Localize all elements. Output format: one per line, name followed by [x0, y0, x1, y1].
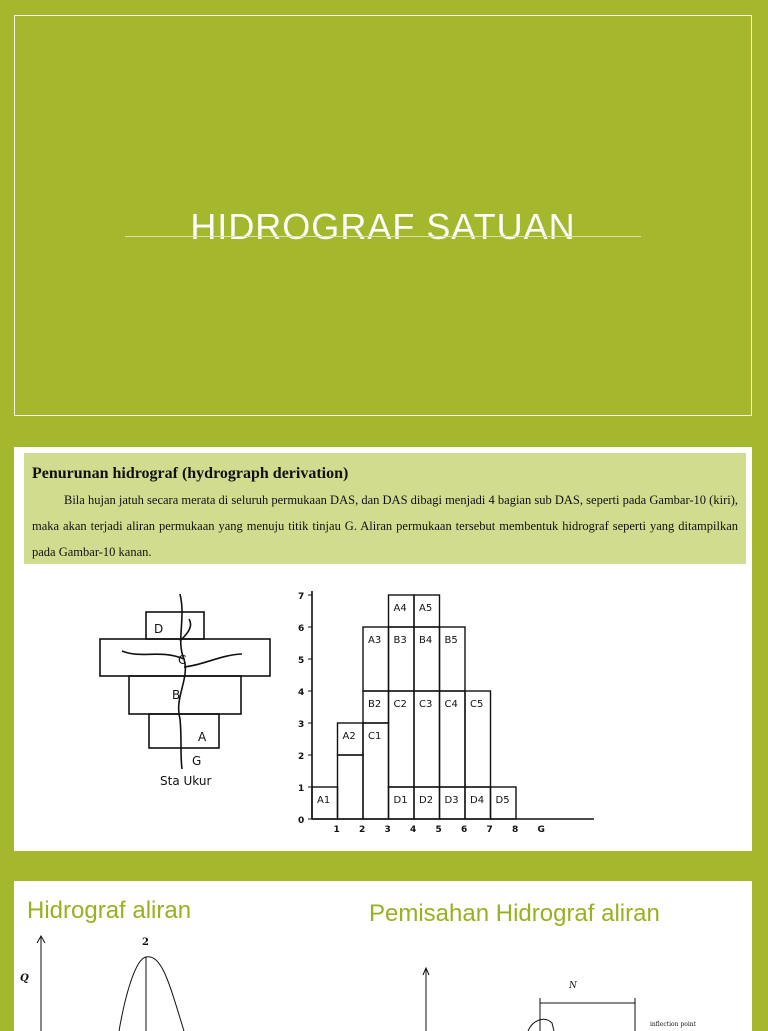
bar-segment-label: A3 [368, 635, 382, 646]
bar-segment-label: B4 [419, 635, 433, 646]
hydrograph-sketches [14, 881, 752, 1031]
left-hydrograph-curve [119, 957, 184, 1031]
hydrograph-slide [14, 881, 752, 1031]
x-tick-label: G [537, 825, 545, 835]
watershed-diagram [100, 594, 270, 769]
watershed-label-d: D [154, 622, 164, 636]
x-tick-label: 5 [435, 825, 442, 835]
bar-segment-label: B5 [444, 635, 458, 646]
bar-segment-label: A4 [393, 603, 407, 614]
y-tick-label: 0 [298, 816, 305, 826]
bar-segment-label: D1 [393, 795, 408, 806]
bar-segment-label: C2 [393, 699, 407, 710]
bar-segment-label: D2 [419, 795, 434, 806]
y-tick-label: 5 [298, 656, 305, 666]
bar-segment-label: A1 [317, 795, 331, 806]
slide-title: HIDROGRAF SATUAN [190, 206, 576, 247]
bar-segment-label: C1 [368, 731, 382, 742]
title-slide [14, 15, 752, 416]
y-tick-label: 7 [298, 592, 305, 602]
x-tick-label: 1 [333, 825, 340, 835]
bar-segment-label: A2 [342, 731, 356, 742]
x-tick-label: 4 [410, 825, 417, 835]
bar-segment-label: C3 [419, 699, 433, 710]
chart-bar-segment [338, 755, 364, 819]
right-hydrograph-curve [528, 1019, 554, 1031]
x-tick-label: 6 [461, 825, 468, 835]
n-label: N [569, 981, 577, 991]
bar-segment-label: A5 [419, 603, 433, 614]
peak-label: 2 [142, 937, 149, 948]
gambar-10-figure [94, 579, 594, 839]
river-branch-right [184, 654, 242, 667]
watershed-caption: Sta Ukur [160, 774, 212, 788]
x-tick-label: 3 [384, 825, 391, 835]
description-box [24, 453, 746, 564]
main-river [179, 594, 186, 769]
x-tick-label: 8 [512, 825, 519, 835]
heading-hidrograf-aliran: Hidrograf aliran [27, 897, 192, 924]
bar-segment-label: D4 [470, 795, 485, 806]
y-tick-label: 3 [298, 720, 305, 730]
x-tick-label: 2 [359, 825, 366, 835]
bar-segment-label: B2 [368, 699, 382, 710]
bar-segment-label: C4 [444, 699, 458, 710]
inflection-note: inflection point [650, 1021, 697, 1028]
watershed-label-c: C [178, 653, 187, 667]
bar-segment-label: D5 [495, 795, 510, 806]
watershed-label-a: A [198, 730, 207, 744]
x-tick-label: 7 [486, 825, 493, 835]
derivation-slide [14, 447, 752, 851]
bar-segment-label: D3 [444, 795, 459, 806]
q-axis-label: Q [20, 973, 29, 984]
section-heading: Penurunan hidrograf (hydrograph derivation) [32, 465, 349, 482]
heading-pemisahan: Pemisahan Hidrograf aliran [369, 900, 660, 927]
y-tick-label: 2 [298, 752, 305, 762]
y-tick-label: 1 [298, 784, 305, 794]
bar-segment-label: C5 [470, 699, 484, 710]
subdas-a [149, 714, 219, 748]
river-branch-left [122, 651, 184, 659]
y-tick-label: 6 [298, 624, 305, 634]
watershed-label-g: G [192, 754, 202, 768]
title-underline [125, 236, 641, 237]
hydrograph-chart [298, 591, 594, 835]
y-tick-label: 4 [298, 688, 305, 698]
subdas-b [129, 676, 241, 714]
description-paragraph: Bila hujan jatuh secara merata di seluruh permukaan DAS, dan DAS dibagi menjadi 4 bagian sub DAS, seperti pada Gambar-10 (kiri), maka akan terjadi aliran permukaan yang menuju titik tinjau G. Aliran permukaan tersebut membentuk hidrograf seperti yang ditampilkan pada Gambar-10 kanan. [32, 493, 738, 559]
bar-segment-label: B3 [393, 635, 407, 646]
watershed-label-b: B [172, 688, 181, 702]
